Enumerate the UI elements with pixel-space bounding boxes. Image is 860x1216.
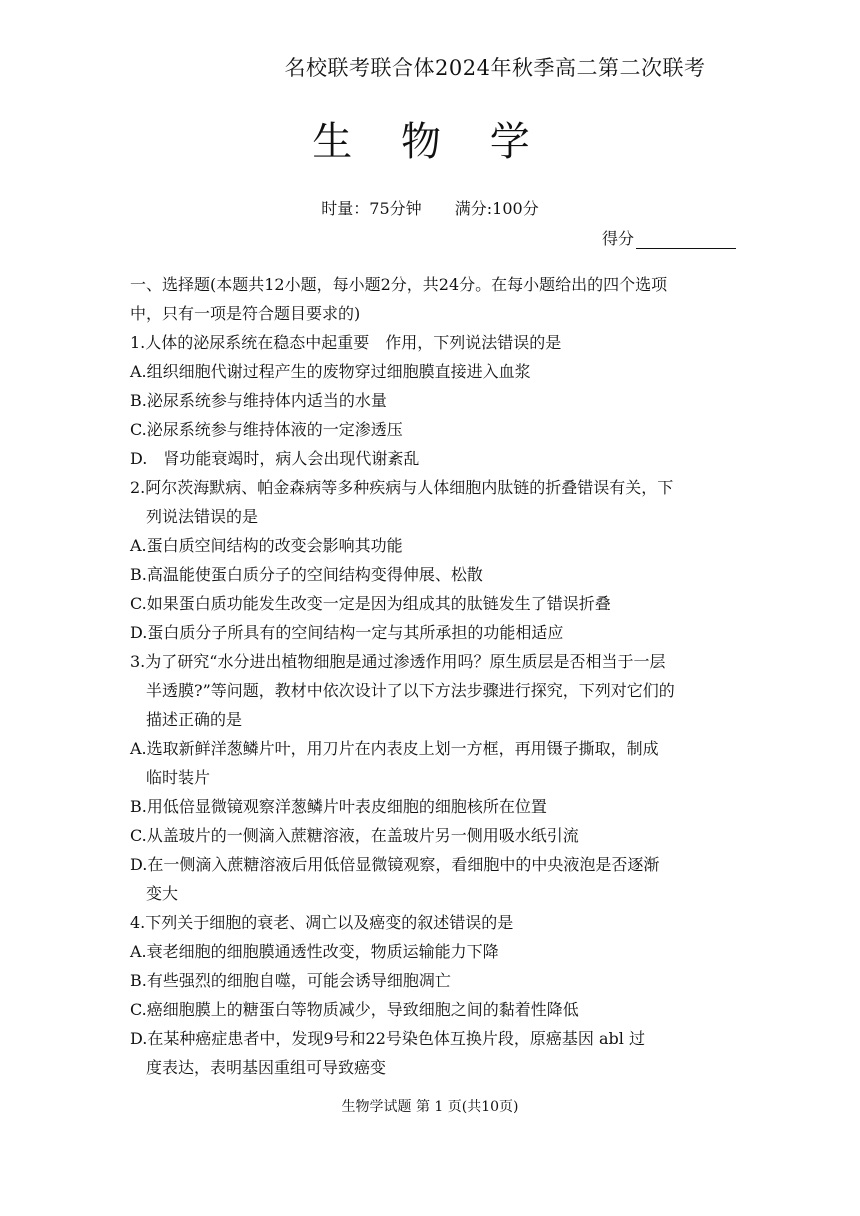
option-C-line: C.如果蛋白质功能发生改变一定是因为组成其的肽链发生了错误折叠 [130, 594, 611, 613]
duration-text: 时量：75分钟 [321, 199, 422, 218]
question-1 [130, 328, 760, 473]
score-label: 得分 [602, 229, 635, 248]
question-4 [130, 908, 760, 1082]
section-title-line-1: 一、选择题(本题共12小题，每小题2分，共24分。在每小题给出的四个选项 [130, 275, 668, 294]
page-footer: 生物学试题 第 1 页(共10页) [341, 1099, 519, 1115]
subject-title: 生 物 学 [312, 119, 548, 165]
option-B-line: B.高温能使蛋白质分子的空间结构变得伸展、松散 [130, 565, 483, 584]
question-list [130, 328, 760, 1082]
option-D-line: D.蛋白质分子所具有的空间结构一定与其所承担的功能相适应 [130, 623, 564, 642]
question-3 [130, 647, 760, 908]
question-stem-line: 1.人体的泌尿系统在稳态中起重要 作用，下列说法错误的是 [130, 333, 562, 352]
option-D-line: D.在某种癌症患者中，发现9号和22号染色体互换片段，原癌基因 abl 过 [130, 1029, 645, 1048]
option-B-line: B.有些强烈的细胞自噬，可能会诱导细胞凋亡 [130, 971, 451, 990]
option-A-line: A.蛋白质空间结构的改变会影响其功能 [130, 536, 403, 555]
option-D-line: 度表达，表明基因重组可导致癌变 [146, 1058, 387, 1077]
question-stem-line: 描述正确的是 [146, 710, 243, 729]
option-B-line: B.用低倍显微镜观察洋葱鳞片叶表皮细胞的细胞核所在位置 [130, 797, 547, 816]
full-score-text: 满分:100分 [454, 199, 539, 218]
exam-info [0, 196, 860, 219]
option-D-line: D. 肾功能衰竭时，病人会出现代谢紊乱 [130, 449, 420, 468]
question-stem-line: 4.下列关于细胞的衰老、凋亡以及癌变的叙述错误的是 [130, 913, 514, 932]
option-C-line: C.泌尿系统参与维持体液的一定渗透压 [130, 420, 403, 439]
section-title-line-2: 中，只有一项是符合题目要求的) [130, 304, 361, 323]
option-D-line: 变大 [146, 884, 179, 903]
question-content [130, 270, 760, 1082]
option-A-line: A.选取新鲜洋葱鳞片叶，用刀片在内表皮上划一方框，再用镊子撕取，制成 [130, 739, 659, 758]
option-A-line: A.衰老细胞的细胞膜通透性改变，物质运输能力下降 [130, 942, 499, 961]
option-A-line: A.组织细胞代谢过程产生的废物穿过细胞膜直接进入血浆 [130, 362, 531, 381]
option-A-line: 临时装片 [146, 768, 211, 787]
option-C-line: C.癌细胞膜上的糖蛋白等物质减少，导致细胞之间的黏着性降低 [130, 1000, 579, 1019]
exam-title: 名校联考联合体2024年秋季高二第二次联考 [284, 56, 706, 80]
option-D-line: D.在一侧滴入蔗糖溶液后用低倍显微镜观察，看细胞中的中央液泡是否逐渐 [130, 855, 660, 874]
score-blank-line [636, 232, 736, 249]
option-C-line: C.从盖玻片的一侧滴入蔗糖溶液，在盖玻片另一侧用吸水纸引流 [130, 826, 579, 845]
score-field [602, 226, 736, 249]
question-2 [130, 473, 760, 647]
option-B-line: B.泌尿系统参与维持体内适当的水量 [130, 391, 387, 410]
question-stem-line: 列说法错误的是 [146, 507, 259, 526]
question-stem-line: 3.为了研究“水分进出植物细胞是通过渗透作用吗？原生质层是否相当于一层 [130, 652, 666, 671]
question-stem-line: 半透膜?”等问题，教材中依次设计了以下方法步骤进行探究，下列对它们的 [146, 681, 675, 700]
question-stem-line: 2.阿尔茨海默病、帕金森病等多种疾病与人体细胞内肽链的折叠错误有关，下 [130, 478, 674, 497]
